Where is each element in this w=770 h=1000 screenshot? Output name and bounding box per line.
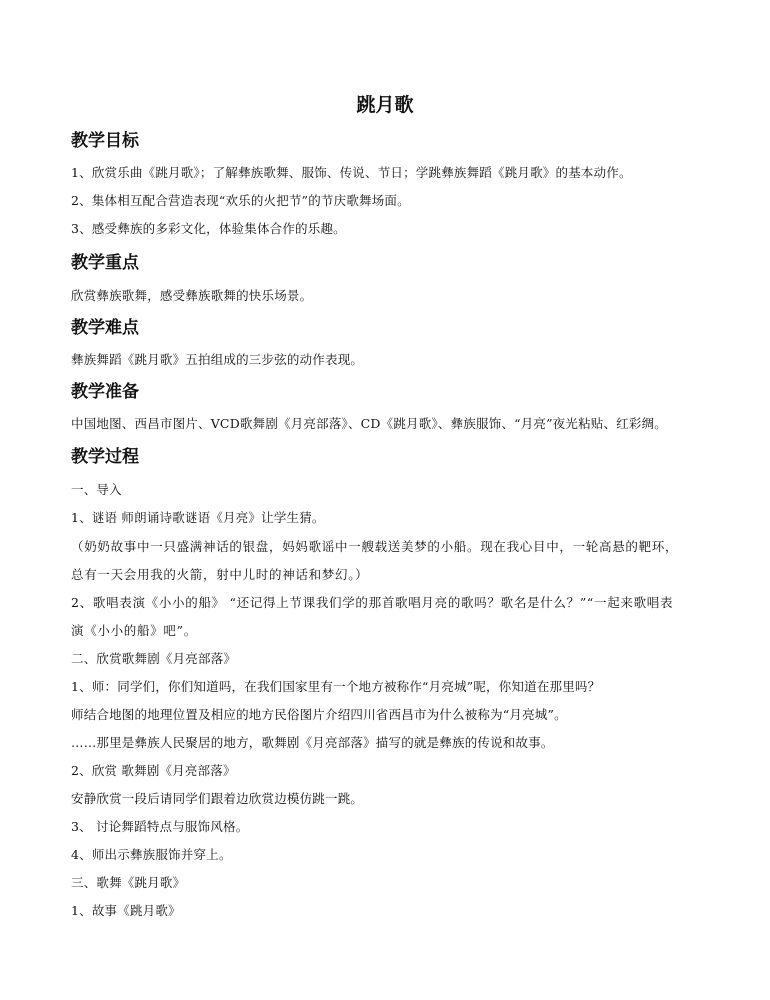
process-song-line-2: 演《小小的船》吧”。 — [71, 623, 197, 638]
process-step-dance: 三、歌舞《跳月歌》 — [71, 875, 186, 890]
key-point-text: 欣赏彝族歌舞，感受彝族歌舞的快乐场景。 — [71, 288, 313, 303]
process-riddle: 1、谜语 师朗诵诗歌谜语《月亮》让学生猜。 — [71, 510, 325, 525]
process-song-line-1: 2、歌唱表演《小小的船》 “还记得上节课我们学的那首歌唱月亮的歌吗？歌名是什么？”“一起来歌唱表 — [71, 595, 674, 610]
section-heading-difficulties: 教学难点 — [71, 318, 139, 338]
process-step-appreciate: 二、欣赏歌舞剧《月亮部落》 — [71, 651, 237, 666]
difficulty-text: 彝族舞蹈《跳月歌》五拍组成的三步弦的动作表现。 — [71, 352, 364, 367]
preparation-text: 中国地图、西昌市图片、VCD歌舞剧《月亮部落》、CD《跳月歌》、彝族服饰、“月亮”夜光粘贴、红彩绸。 — [71, 416, 667, 431]
objective-2: 2、集体相互配合营造表现“欢乐的火把节”的节庆歌舞场面。 — [71, 193, 410, 208]
process-teacher-question: 1、师：同学们，你们知道吗，在我们国家里有一个地方被称作“月亮城”呢，你知道在那里吗？ — [71, 679, 601, 694]
section-heading-process: 教学过程 — [71, 447, 139, 467]
process-riddle-text-line-2: 总有一天会用我的火箭，射中儿时的神话和梦幻。） — [71, 567, 369, 582]
section-heading-key-points: 教学重点 — [71, 253, 139, 273]
process-discuss: 3、 讨论舞蹈特点与服饰风格。 — [71, 819, 249, 834]
process-imitate-dance: 安静欣赏一段后请同学们跟着边欣赏边模仿跳一跳。 — [71, 791, 364, 806]
process-map-intro: 师结合地图的地理位置及相应的地方民俗图片介绍四川省西昌市为什么被称为“月亮城”。 — [71, 707, 567, 722]
section-heading-objectives: 教学目标 — [71, 131, 139, 151]
section-heading-preparation: 教学准备 — [71, 382, 139, 402]
page-title: 跳月歌 — [356, 94, 414, 116]
process-yi-people: ……那里是彝族人民聚居的地方，歌舞剧《月亮部落》描写的就是彝族的传说和故事。 — [71, 735, 554, 750]
process-riddle-text-line-1: （奶奶故事中一只盛满神话的银盘，妈妈歌谣中一艘载送美梦的小船。现在我心目中，一轮高悬的靶环， — [71, 539, 679, 554]
process-step-intro: 一、导入 — [71, 482, 122, 497]
process-story: 1、故事《跳月歌》 — [71, 903, 181, 918]
objective-1: 1、欣赏乐曲《跳月歌》；了解彝族歌舞、服饰、传说、节日；学跳彝族舞蹈《跳月歌》的基本动作。 — [71, 165, 632, 180]
objective-3: 3、感受彝族的多彩文化，体验集体合作的乐趣。 — [71, 221, 346, 236]
process-watch-drama: 2、欣赏 歌舞剧《月亮部落》 — [71, 763, 236, 778]
process-costume: 4、师出示彝族服饰并穿上。 — [71, 847, 232, 862]
